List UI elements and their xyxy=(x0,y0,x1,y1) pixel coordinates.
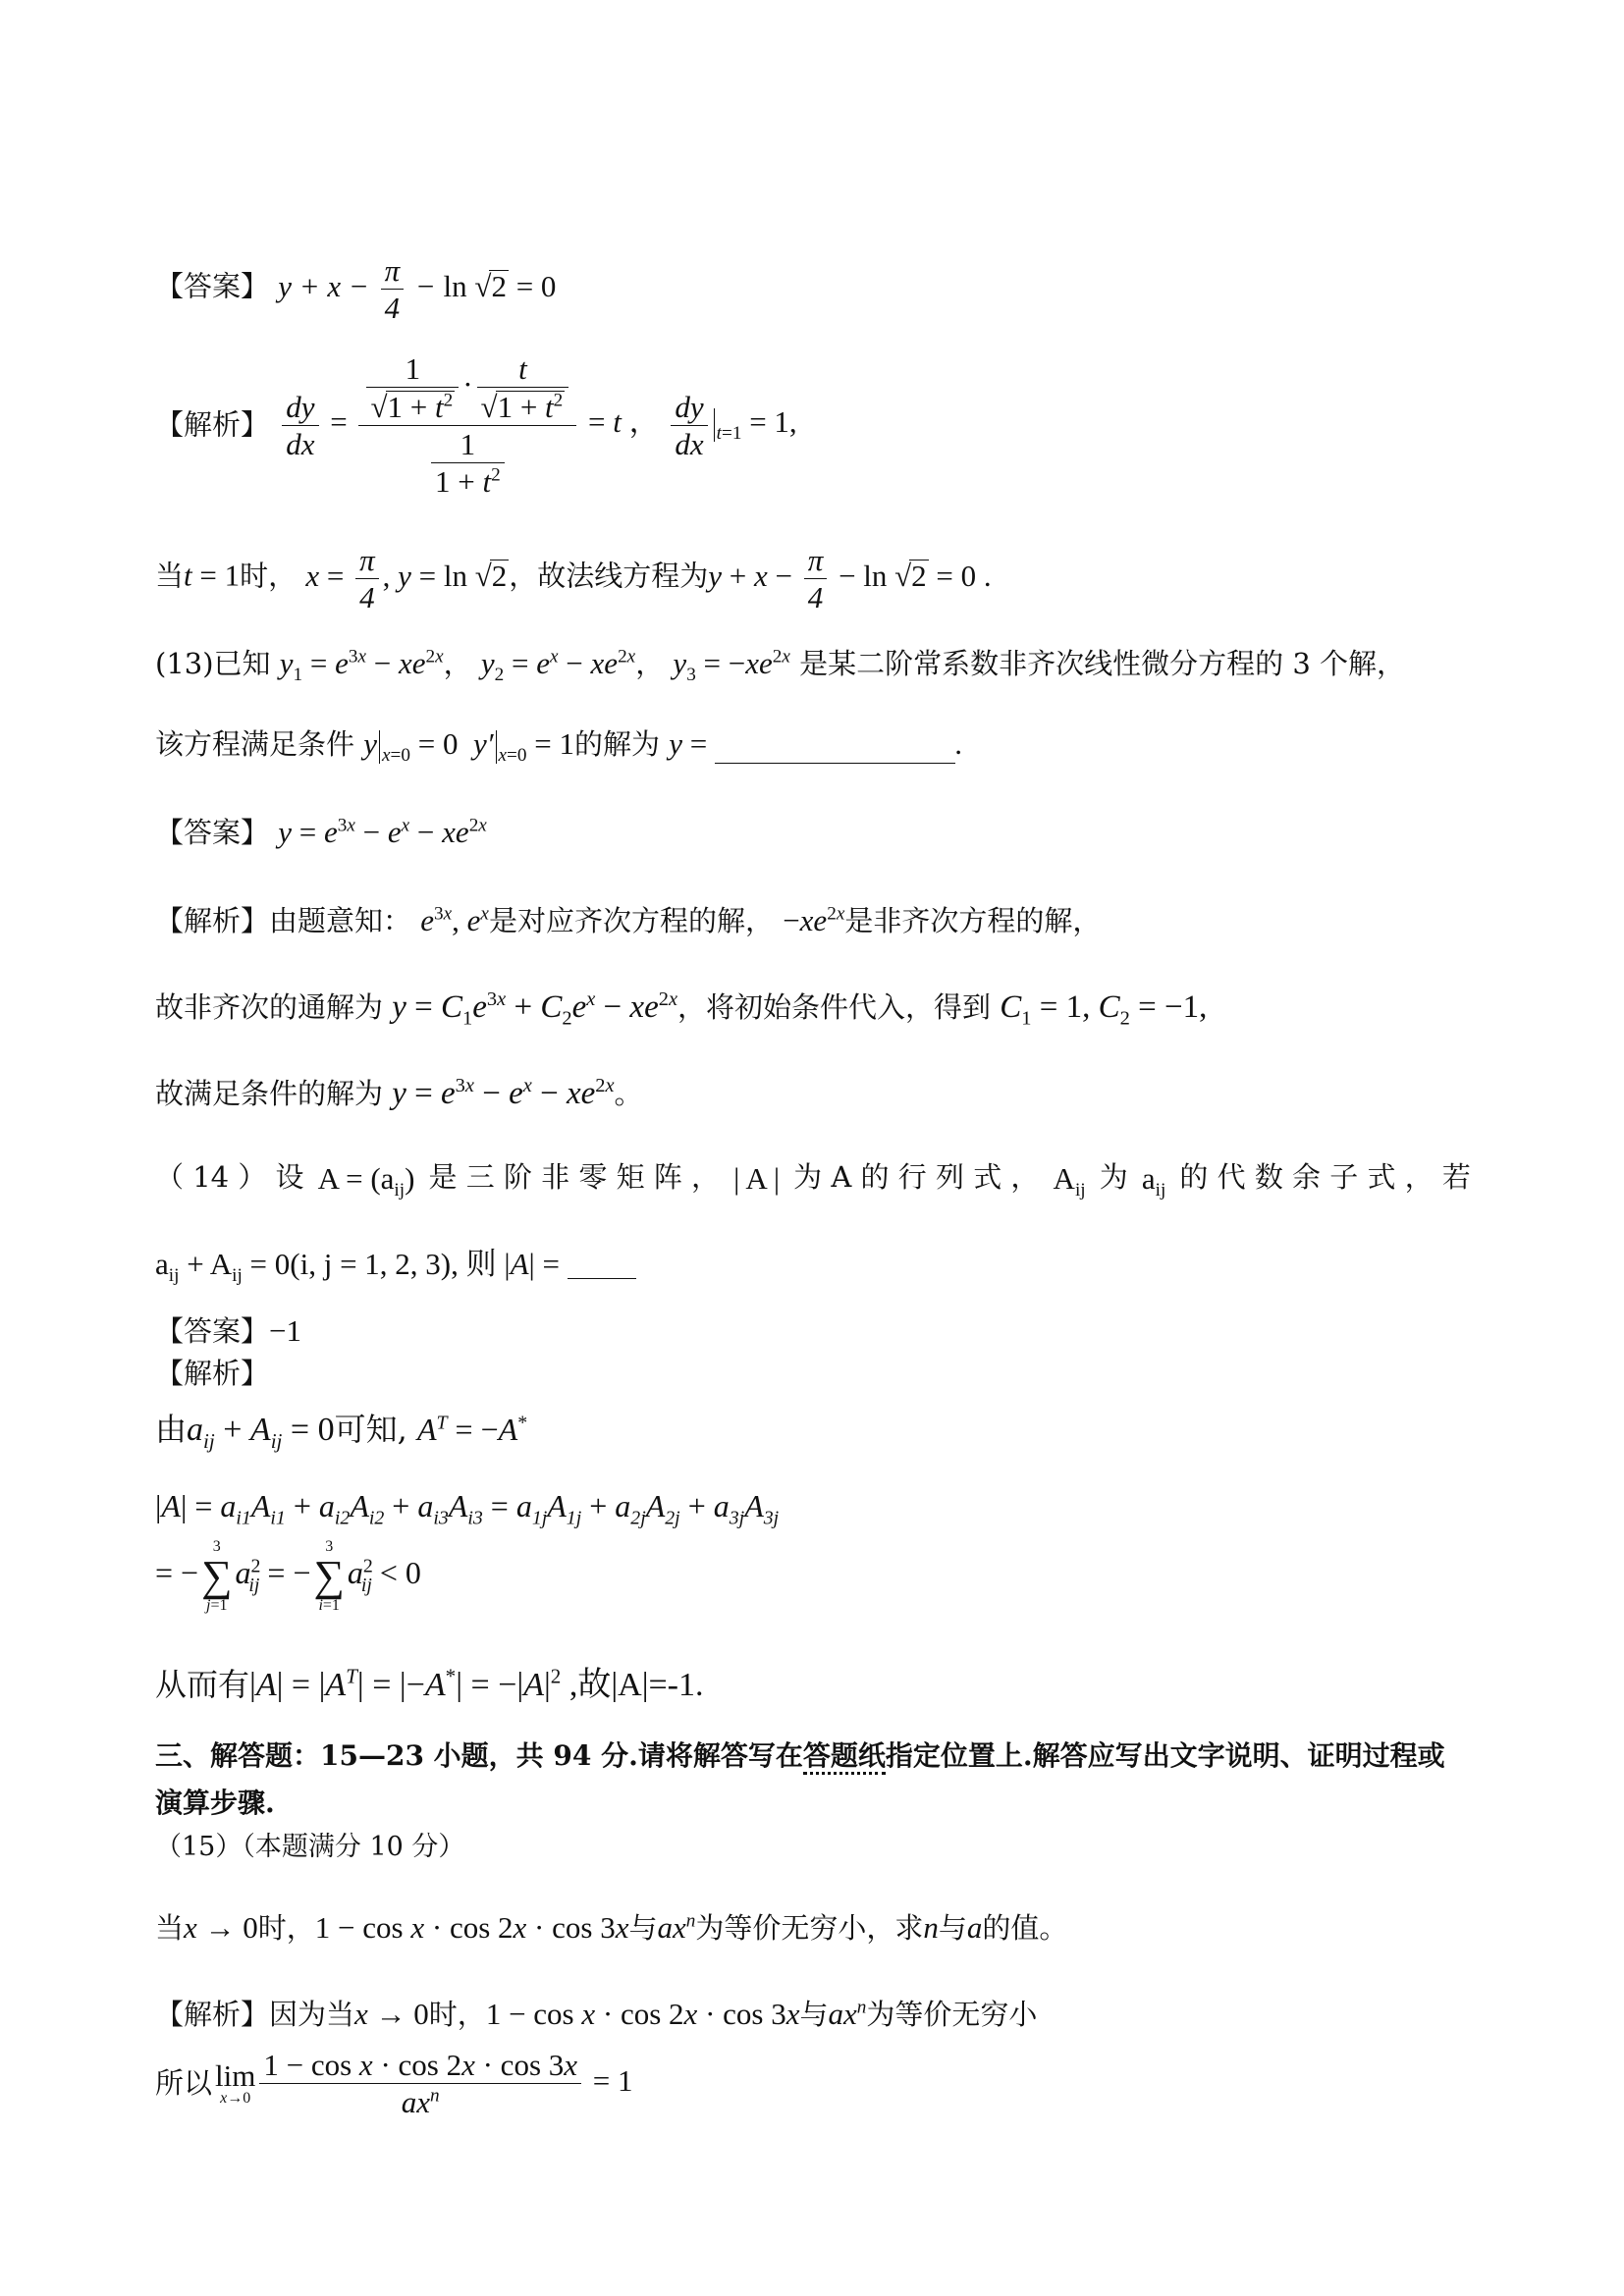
q12-answer-line xyxy=(155,255,556,323)
section3-title-b: 答题纸 xyxy=(803,1739,886,1775)
section3-title-a: 三、解答题：15—23 小题，共 94 分.请将解答写在 xyxy=(155,1739,803,1772)
q13-analysis-line3 xyxy=(155,1075,643,1111)
q12-when-mid: 时， xyxy=(240,559,298,593)
q14-analysis-line4 xyxy=(155,1664,704,1703)
q14-stem-b: 是 三 阶 非 零 矩 阵 ， xyxy=(428,1160,721,1194)
analysis-label: 【解析】 xyxy=(155,1357,270,1390)
q12-answer-equation: y + x − $\frac{\pi}{4}$ − ln √2 = 0 xyxy=(278,253,557,325)
q14-answer-value: −1 xyxy=(269,1313,301,1348)
analysis-label: 【解析】 xyxy=(155,407,270,442)
q15-limit-expression: lim x→0 $\frac{\text{1 − cos x · cos 2x · cos 3x}}{ax^n}$ = 1 xyxy=(215,2048,633,2119)
q14-stem-c: 为 A 的 行 列 式 ， xyxy=(793,1160,1040,1194)
answer-label: 【答案】 xyxy=(155,816,270,849)
q14-condition: $a_{ij} + A_{ij} = 0(i$, j = 1, 2, 3), 则 |A| = xyxy=(155,1247,636,1281)
q14-line1-eq: $a_{ij} + A_{ij} = 0$ xyxy=(187,1412,335,1453)
q13-an1-post: 是非齐次方程的解， xyxy=(844,904,1102,937)
q13-stem-d: 的解为 xyxy=(573,727,660,761)
q14-stem-line2 xyxy=(155,1247,636,1287)
q15-stem-a: a xyxy=(966,1910,983,1945)
q15-stem-line xyxy=(155,1912,1067,1943)
q13-y-blank: y = . xyxy=(669,726,963,761)
q14-matrix-def: $A = (a_{ij})$ xyxy=(317,1161,415,1201)
q14-transpose-relation: $A^T = -A^*$ xyxy=(416,1412,528,1447)
q13-an1-mid: 是对应齐次方程的解， xyxy=(488,904,774,937)
q13-an2-pre: 故非齐次的通解为 xyxy=(155,990,384,1024)
q14-sum-expression: = − 3 ∑ j=1 $a^2_{ij}$ = − 3 ∑ i=1 $a^2_{ij} < 0$ xyxy=(155,1538,421,1614)
q14-analysis-label-line xyxy=(155,1357,270,1390)
section3-title-line2 xyxy=(155,1789,275,1817)
q14-det-chain: $|A| = |A^T| = |-A^*| = -|A|^2$ , xyxy=(249,1664,578,1703)
q14-line1-mid: 可知, xyxy=(334,1411,407,1448)
q14-stem-line1 xyxy=(155,1160,1471,1201)
q15-stem-pre: 当 xyxy=(155,1911,185,1945)
q15-stem-end: 的值。 xyxy=(982,1911,1068,1945)
q15-stem-expr: 1 − cos x · cos 2x · cos 3x xyxy=(314,1910,629,1945)
q13-stem-c: 该方程满足条件 xyxy=(155,727,355,761)
q13-stem-a: (13)已知 xyxy=(155,647,271,680)
q14-analysis-line1 xyxy=(155,1411,528,1453)
section3-title-line1 xyxy=(155,1739,1445,1772)
q12-derivative-formula: $\frac{dy}{dx}$ = $\frac{1}{√1 + t^2}$ · $\frac{t}{√1 + t^2}$ $\frac{1}{1 + t^2}$ = t ， $\frac{dy}{dx}$ $_{t=1}$ = 1, xyxy=(278,404,796,439)
q13-stem-b: 是某二阶常系数非齐次线性微分方程的 3 个解， xyxy=(799,647,1406,680)
q13-stem-line2 xyxy=(155,726,963,767)
q13-particular-solution: $-xe^{2x}$ xyxy=(783,903,845,937)
q13-an2-mid: ，将初始条件代入，得到 xyxy=(677,990,992,1024)
q15-an-post: 为等价无穷小 xyxy=(866,1998,1038,2031)
q15-stem-and: 与 xyxy=(938,1911,967,1945)
q14-stem-d: 为 xyxy=(1099,1160,1128,1194)
analysis-label: 【解析】 xyxy=(155,904,270,937)
q14-analysis-line3 xyxy=(155,1539,421,1614)
q15-an-pre: 因为当 xyxy=(269,1998,355,2031)
q15-header: （15）（本题满分 10 分） xyxy=(155,1832,465,1862)
q12-when-prefix: 当 xyxy=(155,559,185,593)
q13-conditions: y $_{x=0}$ = 0 y′ $_{x=0}$ = 1 xyxy=(363,726,574,767)
q15-limit-pre: 所以 xyxy=(155,2066,213,2100)
q15-an-mid: 时， xyxy=(428,1998,486,2031)
q15-header-line xyxy=(155,1834,464,1860)
q12-when-t: t = 1 xyxy=(184,558,241,593)
section3-title-c: 指定位置上.解答应写出文字说明、证明过程或 xyxy=(885,1739,1445,1772)
q13-an3-pre: 故满足条件的解为 xyxy=(155,1077,384,1110)
q12-xy-values: x = $\frac{\pi}{4}$ , y = ln √2 xyxy=(305,543,508,614)
q15-x-to-zero: x → 0 xyxy=(184,1910,258,1945)
q15-stem-with: 与 xyxy=(628,1911,658,1945)
q13-answer-eq: $y = e^{3x} - e^x - xe^{2x}$ xyxy=(278,815,487,849)
q14-det-expansion: $|A| = a_{i1}A_{i1} + a_{i2}A_{i2} + a_{i3}A_{i3} = a_{1j}A_{1j} + a_{2j}A_{2j} + a_{3j}A_{3j}$ xyxy=(155,1488,780,1529)
q13-an1-pre: 由题意知： xyxy=(269,904,412,937)
q15-an-expr: 1 − cos x · cos 2x · cos 3x xyxy=(485,1997,800,2031)
q14-cofactor-symbol: $A_{ij}$ xyxy=(1053,1161,1086,1201)
q12-conclusion-text: ，故法线方程为 xyxy=(509,559,709,593)
q15-an-with: 与 xyxy=(799,1998,829,2031)
q15-an-x-to-zero: x → 0 xyxy=(354,1997,429,2031)
q14-stem-e: 的 代 数 余 子 式 ， 若 xyxy=(1179,1160,1471,1194)
q15-analysis-line1 xyxy=(155,1999,1037,2029)
q13-analysis-line1 xyxy=(155,905,1101,935)
q15-an-an: $ax^n$ xyxy=(828,1997,867,2031)
q13-homogeneous-solutions: $e^{3x}$, $e^x$ xyxy=(420,903,489,937)
q13-final-solution: $y = e^{3x} - e^x - xe^{2x}$ xyxy=(392,1075,615,1111)
q14-det-symbol: | A | xyxy=(733,1161,781,1196)
answer-label: 【答案】 xyxy=(155,1314,270,1348)
analysis-label: 【解析】 xyxy=(155,1998,270,2031)
q14-stem-a: （ 14 ） 设 xyxy=(155,1160,304,1194)
q13-y2: $y_2 = e^x - xe^{2x}$ xyxy=(480,646,636,686)
q13-y1: $y_1 = e^{3x} - xe^{2x}$ xyxy=(279,646,444,686)
q13-analysis-line2 xyxy=(155,988,1208,1030)
q14-analysis-line2 xyxy=(155,1488,780,1529)
q14-element-symbol: $a_{ij}$ xyxy=(1141,1161,1166,1201)
q15-analysis-line2 xyxy=(155,2050,633,2117)
q13-stem-line1: (13)已知 $y_1 = e^{3x} - xe^{2x}$， $y_2 = e^x - xe^{2x}$， $y_3 = -xe^{2x}$ 是某二阶常系数非齐次线性微分方程的 3 个解， xyxy=(155,646,1406,686)
q14-line4-pre: 从而有 xyxy=(155,1666,250,1703)
q15-stem-post: 为等价无穷小，求 xyxy=(695,1911,924,1945)
q13-constants: $C_1 = 1$, $C_2 = -1$, xyxy=(1000,989,1208,1030)
q13-general-solution: $y = C_1e^{3x} + C_2e^x - xe^{2x}$ xyxy=(392,988,678,1030)
answer-label: 【答案】 xyxy=(155,269,270,303)
section3-title-d: 演算步骤. xyxy=(155,1787,275,1819)
q15-stem-n: n xyxy=(923,1910,939,1945)
q15-stem-an: $ax^n$ xyxy=(657,1910,696,1945)
q13-answer-line xyxy=(155,817,487,847)
q14-line1-pre: 由 xyxy=(155,1411,188,1448)
q12-analysis-line xyxy=(155,353,797,497)
q15-stem-mid: 时， xyxy=(257,1911,315,1945)
q12-normal-equation: y + x − $\frac{\pi}{4}$ − ln √2 = 0 . xyxy=(708,543,992,614)
q14-answer-line xyxy=(155,1315,301,1346)
q13-an3-post: 。 xyxy=(614,1077,643,1110)
q13-y3: $y_3 = -xe^{2x}$ xyxy=(673,646,790,686)
q14-line4-post: 故|A|=-1. xyxy=(577,1667,704,1703)
q12-conclusion-line xyxy=(155,545,992,613)
